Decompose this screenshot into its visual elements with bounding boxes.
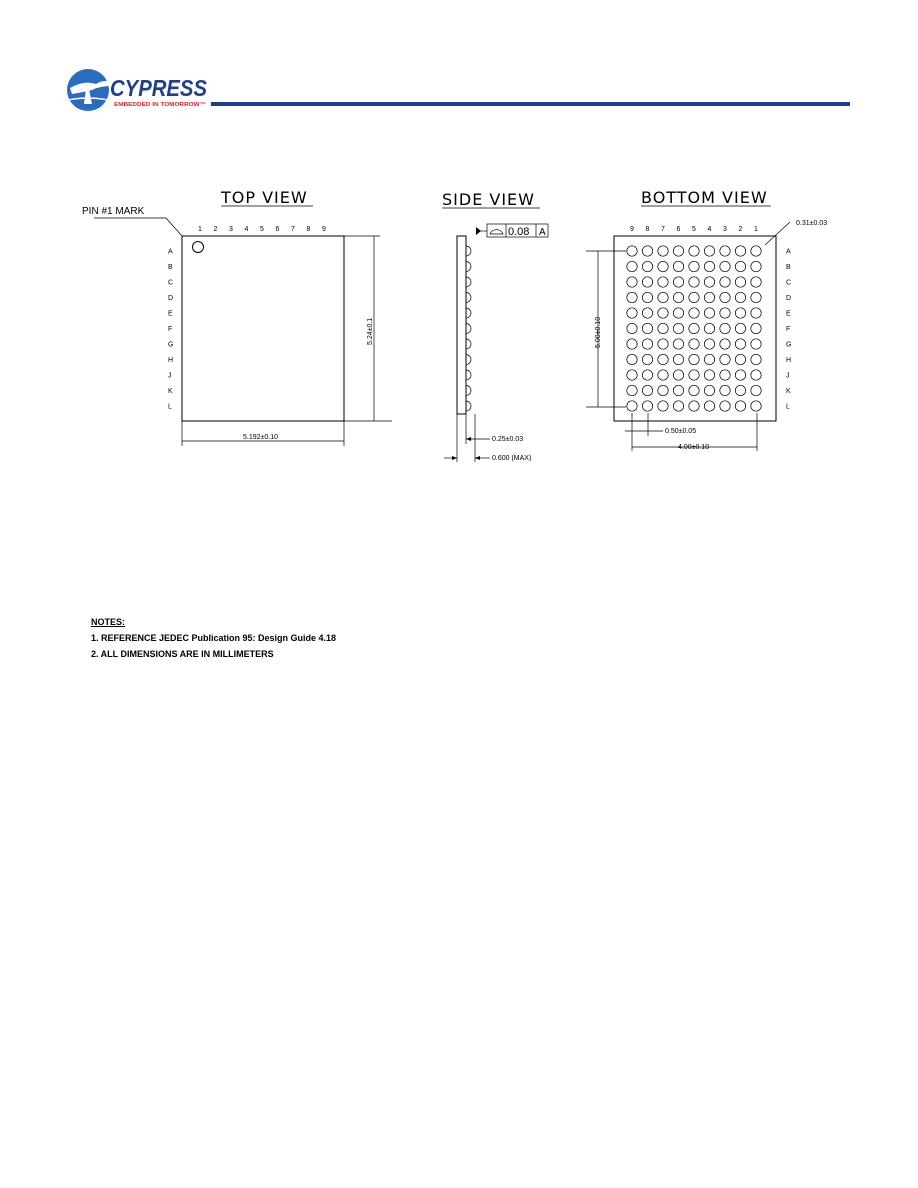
- side-solder-ball: [466, 324, 471, 334]
- solder-ball: [720, 277, 730, 287]
- solder-ball: [642, 292, 652, 302]
- solder-ball: [751, 401, 761, 411]
- top-column-label: 4: [244, 226, 249, 233]
- top-column-label: 9: [322, 226, 326, 233]
- solder-ball: [704, 370, 714, 380]
- solder-ball: [642, 339, 652, 349]
- solder-ball: [658, 401, 668, 411]
- top-height-dimension: 5.24±0.1: [367, 317, 374, 345]
- solder-ball: [751, 308, 761, 318]
- solder-ball: [658, 385, 668, 395]
- bottom-row-label: F: [786, 326, 791, 333]
- side-solder-ball: [466, 355, 471, 365]
- solder-ball: [658, 308, 668, 318]
- bottom-view-ball-array: [627, 246, 761, 411]
- solder-ball: [689, 370, 699, 380]
- top-column-label: 2: [213, 226, 218, 233]
- solder-ball: [720, 308, 730, 318]
- top-row-label: B: [168, 264, 173, 271]
- solder-ball: [720, 385, 730, 395]
- solder-ball: [735, 308, 745, 318]
- solder-ball: [658, 323, 668, 333]
- solder-ball: [735, 370, 745, 380]
- side-view-substrate: [457, 236, 466, 414]
- solder-ball: [658, 339, 668, 349]
- solder-ball: [689, 277, 699, 287]
- bottom-view: [586, 188, 827, 451]
- top-row-label: L: [168, 403, 172, 411]
- solder-ball: [673, 370, 683, 380]
- side-solder-ball: [466, 370, 471, 380]
- top-column-label: 6: [275, 226, 280, 233]
- top-view-package-outline: [182, 236, 344, 421]
- solder-ball: [627, 339, 637, 349]
- side-solder-ball: [466, 262, 471, 272]
- solder-ball: [673, 292, 683, 302]
- ball-diameter-dimension: 0.31±0.03: [796, 220, 828, 227]
- top-view: [82, 188, 392, 446]
- solder-ball: [627, 370, 637, 380]
- solder-ball: [627, 246, 637, 256]
- side-solder-ball: [466, 277, 471, 287]
- brand-tagline: EMBEDDED IN TOMORROW™: [114, 102, 206, 108]
- solder-ball: [658, 277, 668, 287]
- solder-ball: [673, 277, 683, 287]
- top-row-label: G: [168, 341, 174, 349]
- solder-ball: [751, 323, 761, 333]
- solder-ball: [689, 246, 699, 256]
- solder-ball: [642, 261, 652, 271]
- solder-ball: [751, 261, 761, 271]
- top-view-row-labels: [168, 249, 173, 411]
- side-view-title: SIDE VIEW: [442, 190, 535, 209]
- solder-ball: [735, 385, 745, 395]
- solder-ball: [704, 354, 714, 364]
- solder-ball: [658, 246, 668, 256]
- solder-ball: [658, 354, 668, 364]
- solder-ball: [689, 292, 699, 302]
- top-row-label: E: [168, 310, 173, 318]
- solder-ball: [720, 339, 730, 349]
- solder-ball: [673, 246, 683, 256]
- side-view: [442, 190, 548, 462]
- top-row-label: F: [168, 326, 173, 333]
- top-row-label: D: [168, 295, 174, 302]
- solder-ball: [627, 323, 637, 333]
- vertical-span-dimension: 5.00±0.10: [595, 316, 602, 348]
- solder-ball: [735, 323, 745, 333]
- bottom-row-label: K: [786, 388, 791, 395]
- bottom-row-label: G: [786, 341, 792, 349]
- solder-ball: [720, 354, 730, 364]
- bottom-column-label: 9: [630, 226, 634, 233]
- solder-ball: [735, 277, 745, 287]
- brand-name: CYPRESS: [110, 75, 208, 101]
- pin1-mark-label: PIN #1 MARK: [82, 206, 145, 217]
- bottom-column-label: 6: [676, 226, 681, 233]
- bottom-column-label: 1: [754, 226, 758, 233]
- solder-ball: [704, 385, 714, 395]
- side-thickness-dimension: 0.25±0.03: [492, 436, 524, 443]
- solder-ball: [627, 277, 637, 287]
- top-row-label: C: [168, 279, 174, 287]
- bottom-row-label: J: [786, 372, 790, 380]
- solder-ball: [673, 401, 683, 411]
- solder-ball: [720, 323, 730, 333]
- top-row-label: A: [168, 248, 173, 256]
- solder-ball: [735, 354, 745, 364]
- bottom-row-label: L: [786, 403, 790, 411]
- bottom-view-column-labels: [630, 226, 758, 233]
- top-view-title: TOP VIEW: [221, 188, 308, 207]
- solder-ball: [689, 354, 699, 364]
- pin1-mark-dot: [193, 242, 204, 253]
- side-height-dimension: 0.600 (MAX): [492, 455, 532, 462]
- top-column-label: 1: [198, 226, 202, 233]
- side-solder-ball: [466, 386, 471, 396]
- solder-ball: [689, 339, 699, 349]
- solder-ball: [704, 401, 714, 411]
- solder-ball: [751, 339, 761, 349]
- solder-ball: [704, 339, 714, 349]
- solder-ball: [658, 261, 668, 271]
- solder-ball: [720, 292, 730, 302]
- solder-ball: [704, 292, 714, 302]
- ball-pitch-dimension: 0.50±0.05: [665, 428, 697, 435]
- solder-ball: [658, 292, 668, 302]
- solder-ball: [751, 385, 761, 395]
- solder-ball: [689, 261, 699, 271]
- solder-ball: [720, 246, 730, 256]
- solder-ball: [704, 308, 714, 318]
- solder-ball: [673, 323, 683, 333]
- solder-ball: [751, 277, 761, 287]
- solder-ball: [642, 308, 652, 318]
- bottom-row-label: D: [786, 295, 792, 302]
- solder-ball: [642, 277, 652, 287]
- solder-ball: [689, 401, 699, 411]
- solder-ball: [642, 246, 652, 256]
- side-solder-ball: [466, 246, 471, 256]
- top-row-label: K: [168, 388, 173, 395]
- solder-ball: [735, 261, 745, 271]
- solder-ball: [704, 261, 714, 271]
- solder-ball: [720, 370, 730, 380]
- bottom-row-label: E: [786, 310, 791, 318]
- bottom-column-label: 7: [661, 226, 665, 233]
- top-width-dimension: 5.192±0.10: [243, 434, 278, 441]
- solder-ball: [673, 385, 683, 395]
- bottom-column-label: 3: [723, 226, 727, 233]
- solder-ball: [751, 246, 761, 256]
- solder-ball: [627, 385, 637, 395]
- solder-ball: [627, 401, 637, 411]
- top-column-label: 5: [260, 226, 264, 233]
- solder-ball: [673, 261, 683, 271]
- solder-ball: [642, 370, 652, 380]
- top-row-label: J: [168, 372, 172, 380]
- notes-heading: NOTES:: [91, 617, 126, 627]
- top-view-column-labels: [198, 226, 326, 233]
- solder-ball: [627, 261, 637, 271]
- solder-ball: [751, 370, 761, 380]
- top-row-label: H: [168, 357, 174, 364]
- solder-ball: [689, 385, 699, 395]
- note-item: 2. ALL DIMENSIONS ARE IN MILLIMETERS: [91, 649, 274, 659]
- bottom-row-label: B: [786, 264, 791, 271]
- solder-ball: [704, 277, 714, 287]
- solder-ball: [642, 385, 652, 395]
- side-solder-ball: [466, 308, 471, 318]
- solder-ball: [689, 308, 699, 318]
- solder-ball: [735, 246, 745, 256]
- solder-ball: [627, 308, 637, 318]
- bottom-row-label: H: [786, 357, 792, 364]
- top-column-label: 7: [291, 226, 295, 233]
- bottom-column-label: 2: [738, 226, 743, 233]
- solder-ball: [704, 323, 714, 333]
- bottom-column-label: 4: [707, 226, 712, 233]
- top-column-label: 3: [229, 226, 233, 233]
- solder-ball: [627, 292, 637, 302]
- solder-ball: [627, 354, 637, 364]
- notes-section: [91, 614, 336, 662]
- bottom-column-label: 5: [692, 226, 696, 233]
- side-view-solder-balls: [466, 246, 471, 411]
- solder-ball: [689, 323, 699, 333]
- solder-ball: [642, 354, 652, 364]
- side-solder-ball: [466, 293, 471, 303]
- solder-ball: [642, 401, 652, 411]
- datum-label: A: [539, 227, 546, 238]
- solder-ball: [735, 401, 745, 411]
- solder-ball: [720, 261, 730, 271]
- package-drawing: [0, 0, 918, 500]
- solder-ball: [673, 339, 683, 349]
- solder-ball: [735, 292, 745, 302]
- solder-ball: [642, 323, 652, 333]
- solder-ball: [673, 354, 683, 364]
- solder-ball: [751, 292, 761, 302]
- solder-ball: [658, 370, 668, 380]
- flatness-symbol-icon: [490, 230, 503, 234]
- bottom-column-label: 8: [645, 226, 650, 233]
- solder-ball: [704, 246, 714, 256]
- note-item: 1. REFERENCE JEDEC Publication 95: Design Guide 4.18: [91, 633, 337, 643]
- solder-ball: [735, 339, 745, 349]
- top-column-label: 8: [306, 226, 311, 233]
- flatness-value: 0.08: [508, 226, 530, 238]
- solder-ball: [751, 354, 761, 364]
- bottom-view-row-labels: [786, 249, 791, 411]
- horizontal-span-dimension: 4.00±0.10: [678, 444, 710, 451]
- bottom-row-label: C: [786, 279, 792, 287]
- side-solder-ball: [466, 401, 471, 411]
- solder-ball: [720, 401, 730, 411]
- bottom-view-title: BOTTOM VIEW: [641, 188, 768, 207]
- solder-ball: [673, 308, 683, 318]
- side-solder-ball: [466, 339, 471, 349]
- bottom-row-label: A: [786, 248, 791, 256]
